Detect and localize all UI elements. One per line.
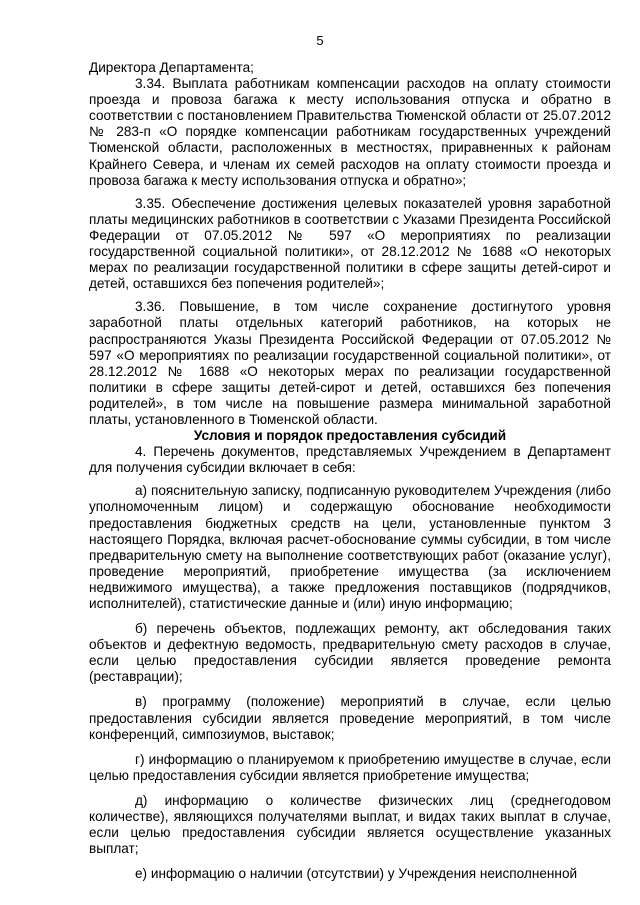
paragraph-4: 4. Перечень документов, представляемых Учреждением в Департамент для получения субсидии включает в себя: (89, 444, 611, 476)
page-number: 5 (316, 33, 324, 48)
section-heading: Условия и порядок предоставления субсидий (193, 428, 507, 444)
document-body (89, 60, 611, 882)
paragraph-director: Директора Департамента; (89, 60, 254, 75)
paragraph-3-36: 3.36. Повышение, в том числе сохранение достигнутого уровня заработной платы отдельных категорий работников, на которых не распространяются Указы Президента Российской Федерации от 07.05.2012 № 597 «О мероприятиях по реализации государственной социальной политики», от 28.12.2012 № 1688 «О некоторых мерах по реализации государственной политики в сфере защиты детей-сирот и детей, оставшихся без попечения родителей», в том числе на повышение размера минимальной заработной платы, установленного в Тюменской области. (89, 299, 611, 427)
paragraph-3-35: 3.35. Обеспечение достижения целевых показателей уровня заработной платы медицинских работников в соответствии с Указами Президента Российской Федерации от 07.05.2012 № 597 «О мероприятиях по реализации государственной социальной политики», от 28.12.2012 № 1688 «О некоторых мерах по реализации государственной политики в сфере защиты детей-сирот и детей, оставшихся без попечения родителей»; (89, 195, 611, 292)
list-item-d: д) информацию о количестве физических лиц (среднегодовом количестве), являющихся получателями выплат, и видах таких выплат в случае, если целью предоставления субсидии является осуществление указанных выплат; (89, 792, 611, 857)
list-item-e: е) информацию о наличии (отсутствии) у Учреждения неисполненной (135, 866, 578, 882)
list-item-g: г) информацию о планируемом к приобретению имуществе в случае, если целью предоставления субсидии является приобретение имущества; (89, 751, 611, 783)
list-item-b: б) перечень объектов, подлежащих ремонту, акт обследования таких объектов и дефектную ведомость, предварительную смету расходов в случае, если целью предоставления субсидии является проведение ремонта (реставрации); (89, 621, 611, 685)
list-item-a: а) пояснительную записку, подписанную руководителем Учреждения (либо уполномоченным лицом) и содержащую обоснование необходимости предоставления бюджетных средств на цели, установленные пунктом 3 настоящего Порядка, включая расчет-обоснование суммы субсидии, в том числе предварительную смету на выполнение соответствующих работ (оказание услуг), проведение мероприятий, приобретение имущества (за исключением недвижимого имущества), а также предложения поставщиков (подрядчиков, исполнителей), статистические данные и (или) иную информацию; (89, 483, 611, 611)
list-item-v: в) программу (положение) мероприятий в случае, если целью предоставления субсидии является проведение мероприятий, в том числе конференций, симпозиумов, выставок; (89, 694, 611, 742)
paragraph-3-34: 3.34. Выплата работникам компенсации расходов на оплату стоимости проезда и провоза багажа к месту использования отпуска и обратно в соответствии с постановлением Правительства Тюменской области от 25.07.2012 № 283-п «О порядке компенсации работникам государственных учреждений Тюменской области, расположенных в местностях, приравненных к районам Крайнего Севера, и членам их семей расходов на оплату стоимости проезда и провоза багажа к месту использования отпуска и обратно»; (89, 76, 611, 188)
